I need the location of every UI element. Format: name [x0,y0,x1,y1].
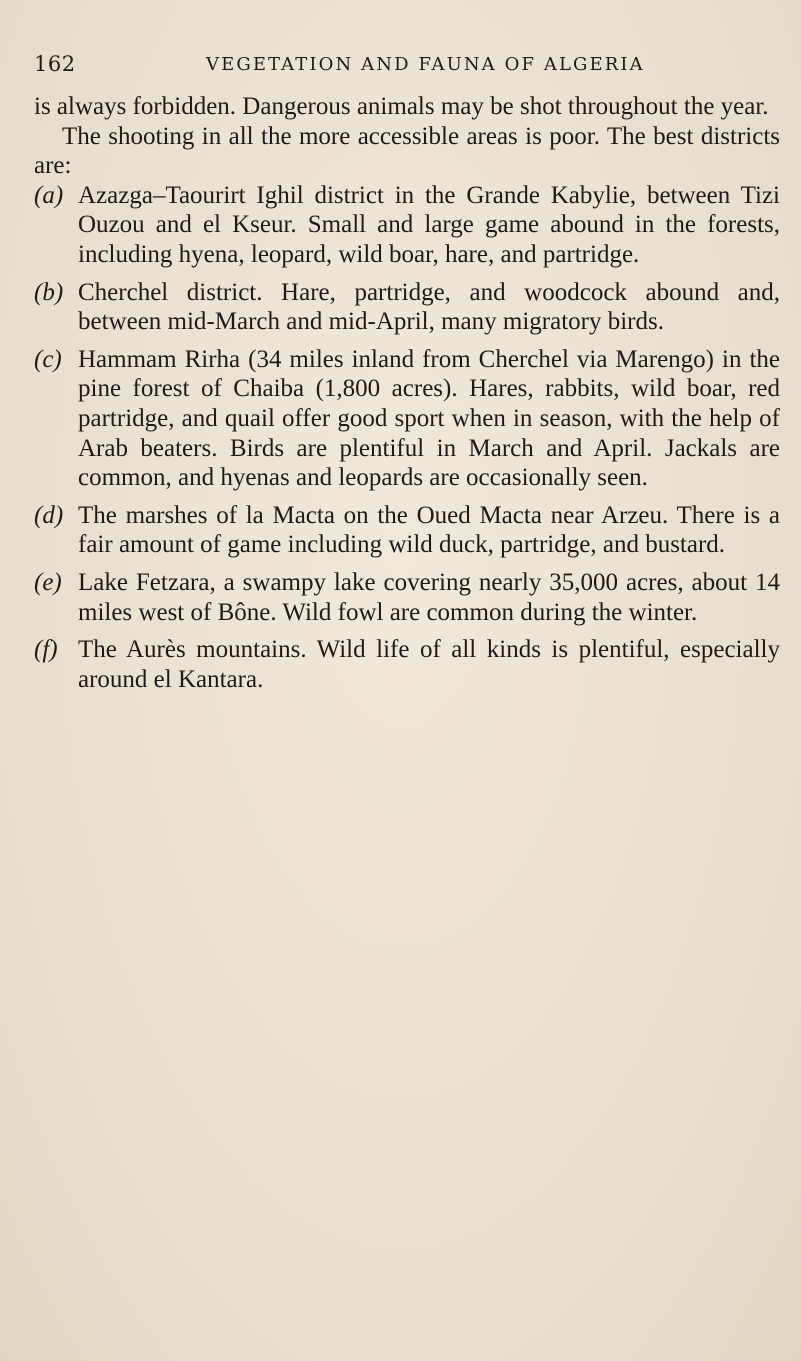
continuation-paragraph: is always forbidden. Dangerous animals may be shot throughout the year. [34,93,769,120]
item-text: The marshes of la Macta on the Oued Macta near Arzeu. There is a fair amount of game including wild duck, partridge, and bustard. [78,501,780,559]
item-text: Lake Fetzara, a swampy lake covering nearly 35,000 acres, about 14 miles west of Bône. Wild fowl are common during the winter. [78,568,780,626]
running-head [34,52,780,92]
body-text [34,92,780,694]
list-item [34,568,780,627]
item-marker: (a) [34,181,64,209]
item-text: The Aurès mountains. Wild life of all kinds is plentiful, especially around el Kantara. [78,636,780,693]
list-item [34,181,780,270]
page-number: 162 [34,52,76,76]
item-marker: (b) [34,278,64,306]
districts-list [34,181,780,695]
item-text: Cherchel district. Hare, partridge, and woodcock abound and, between mid-March and mid-April, many migratory birds. [78,278,780,336]
list-item [34,501,780,560]
item-text: Hammam Rirha (34 miles inland from Cherchel via Marengo) in the pine forest of Chaiba (1,800 acres). Hares, rabbits, wild boar, red partridge, and quail offer good sport when in season, with the help of Arab beaters. Birds are plentiful in March and April. Jackals are common, and hyenas and leopards are occasionally seen. [78,345,780,492]
list-item [34,635,780,694]
intro-paragraph: The shooting in all the more accessible areas is poor. The best districts are: [34,122,780,180]
item-marker: (f) [34,636,58,664]
item-marker: (e) [34,568,62,596]
list-item [34,345,780,493]
list-item [34,278,780,337]
item-marker: (c) [34,345,62,373]
running-title: VEGETATION AND FAUNA OF ALGERIA [206,54,645,75]
item-text: Azazga–Taourirt Ighil district in the Grande Kabylie, between Tizi Ouzou and el Kseur. Small and large game abound in the forests, including hyena, leopard, wild boar, hare, and partridge. [78,181,780,268]
book-page [34,52,780,702]
item-marker: (d) [34,501,64,529]
